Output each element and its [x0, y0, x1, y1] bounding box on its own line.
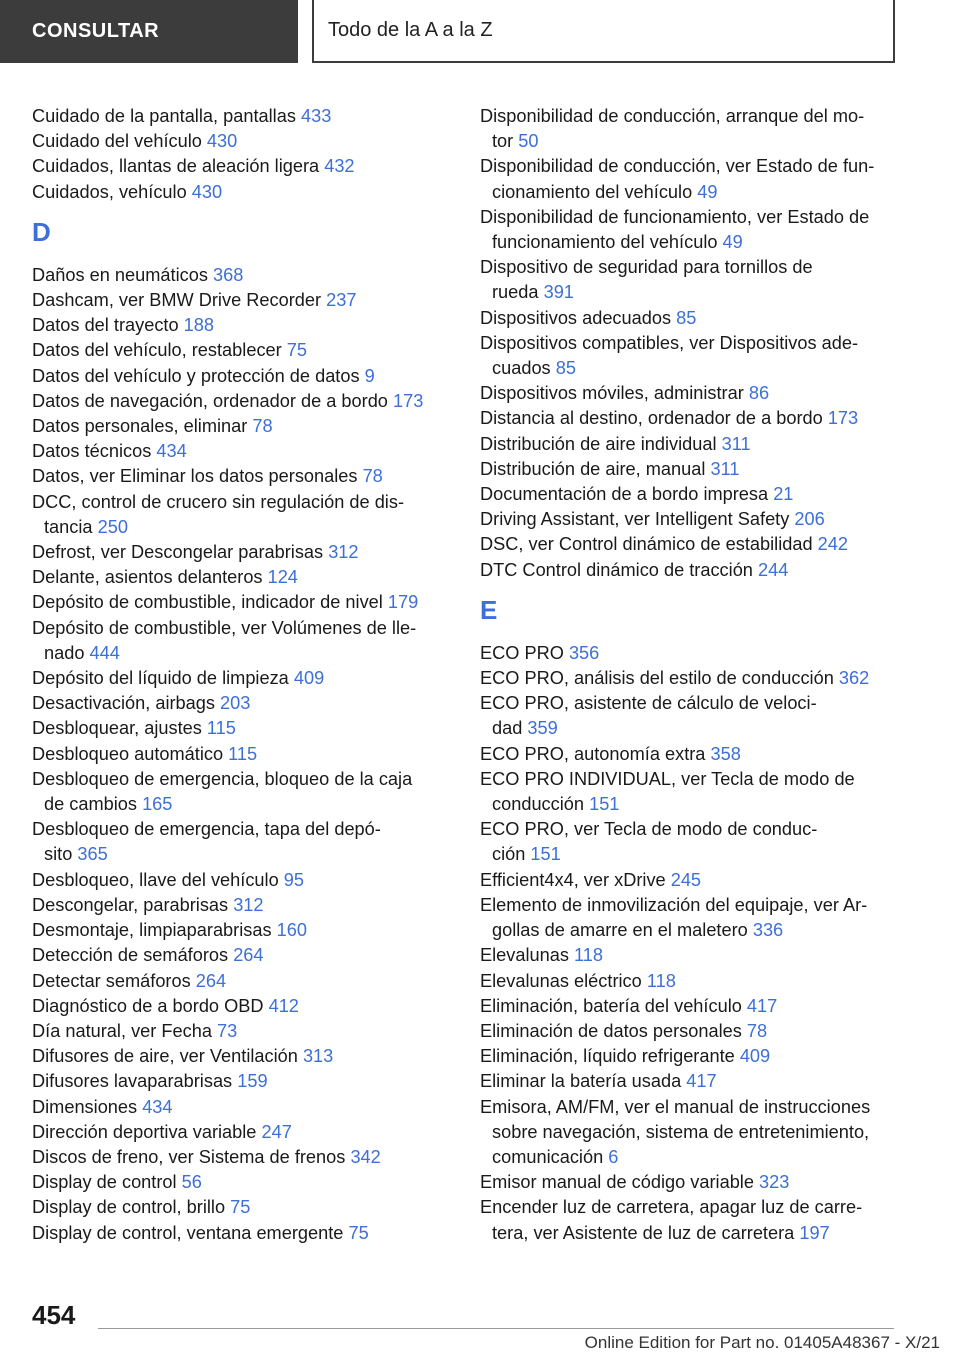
index-entry-text: Datos personales, eliminar: [32, 416, 253, 437]
index-entry-text: de cambios: [44, 794, 143, 815]
index-entry-text: Desbloqueo de emergencia, tapa del depó-: [32, 819, 381, 840]
page-link[interactable]: 430: [191, 181, 223, 202]
index-entry-text: Depósito del líquido de limpieza: [32, 668, 294, 689]
index-entry-text: Depósito de combustible, indicador de nivel: [32, 592, 388, 613]
index-entry-text: Depósito de combustible, ver Volúmenes de lle-: [32, 617, 417, 638]
page-link[interactable]: 430: [206, 131, 238, 152]
page-link[interactable]: 245: [670, 869, 702, 890]
index-entry-text: Dirección deportiva variable: [32, 1121, 262, 1142]
page-link[interactable]: 50: [518, 131, 539, 152]
page-link[interactable]: 312: [233, 894, 264, 915]
page-link[interactable]: 264: [233, 945, 264, 966]
page-link[interactable]: 118: [646, 970, 676, 991]
page-link[interactable]: 115: [228, 743, 258, 764]
index-entry-text: sito: [44, 844, 78, 865]
index-entry-text: tor: [492, 131, 519, 152]
index-entry: [480, 482, 900, 507]
index-entry-text: gollas de amarre en el maletero: [492, 920, 753, 941]
index-entry: [480, 817, 900, 867]
page-link[interactable]: 75: [348, 1222, 369, 1243]
page-link[interactable]: 206: [794, 509, 825, 530]
page-link[interactable]: 417: [746, 995, 778, 1016]
index-entry-text: Dimensiones: [32, 1096, 143, 1117]
index-entry-text: Desbloqueo, llave del vehículo: [32, 869, 284, 890]
page-link[interactable]: 173: [392, 390, 424, 411]
index-entry: [480, 507, 900, 532]
page-link[interactable]: 242: [817, 534, 849, 555]
index-letter-heading: E: [480, 594, 498, 625]
index-entry-text: DCC, control de crucero sin regulación de dis-: [32, 491, 405, 512]
page-link[interactable]: 244: [757, 559, 789, 580]
index-entry-text: Efficient4x4, ver xDrive: [480, 869, 671, 890]
page-link[interactable]: 311: [721, 433, 751, 454]
page-link[interactable]: 118: [574, 945, 604, 966]
index-entry-text: Día natural, ver Fecha: [32, 1020, 217, 1041]
index-entry-text: Datos del vehículo, restablecer: [32, 340, 287, 361]
index-entry: [32, 918, 452, 943]
index-entry-text: Defrost, ver Descongelar parabrisas: [32, 542, 329, 563]
page-link[interactable]: 151: [530, 844, 561, 865]
index-entry-text: Eliminar la batería usada: [480, 1071, 687, 1092]
index-entry: [480, 868, 900, 893]
index-entry-text: Datos del trayecto: [32, 315, 184, 336]
index-entry: [32, 540, 452, 565]
index-entry-text: Disponibilidad de conducción, ver Estado de fun-: [480, 156, 875, 177]
index-entry-text: Elevalunas eléctrico: [480, 970, 647, 991]
index-entry-text: Cuidados, llantas de aleación ligera: [32, 156, 325, 177]
page-link[interactable]: 313: [302, 1046, 334, 1067]
index-entry: [32, 288, 452, 313]
index-entry-text: Daños en neumáticos: [32, 264, 213, 285]
index-entry-text: cionamiento del vehículo: [492, 181, 698, 202]
index-entry: [480, 432, 900, 457]
page-link[interactable]: 365: [77, 844, 108, 865]
index-entry: [32, 104, 452, 129]
page-link[interactable]: 160: [276, 920, 307, 941]
page-link[interactable]: 151: [589, 794, 620, 815]
index-entry-text: Distribución de aire, manual: [480, 458, 711, 479]
page-link[interactable]: 434: [142, 1096, 173, 1117]
page-link[interactable]: 237: [326, 290, 357, 311]
index-column-left: [32, 104, 452, 1246]
index-entry-text: nado: [44, 642, 90, 663]
index-entry: [32, 364, 452, 389]
page-link[interactable]: 323: [759, 1172, 790, 1193]
index-entry: [32, 263, 452, 288]
index-entry: [32, 414, 452, 439]
page-link[interactable]: 368: [212, 264, 244, 285]
page-link[interactable]: 85: [555, 358, 576, 379]
index-entry: [32, 1195, 452, 1220]
page-link[interactable]: 433: [300, 106, 332, 126]
index-entry-text: Delante, asientos delanteros: [32, 567, 268, 588]
page-link[interactable]: 250: [97, 516, 128, 537]
page-link[interactable]: 85: [676, 307, 697, 328]
index-entry: [480, 641, 900, 666]
section-tab: [0, 0, 298, 63]
page-link[interactable]: 78: [362, 466, 383, 487]
index-entry: [32, 464, 452, 489]
page-link[interactable]: 444: [89, 642, 120, 663]
index-entry: [480, 666, 900, 691]
index-entry: [32, 338, 452, 363]
page-link[interactable]: 356: [568, 642, 600, 663]
index-entry: [480, 1195, 900, 1245]
index-entry-text: Cuidados, vehículo: [32, 181, 192, 202]
index-entry: [32, 1120, 452, 1145]
page-link[interactable]: 412: [268, 995, 299, 1016]
page-link[interactable]: 197: [799, 1222, 830, 1243]
index-entry: [32, 868, 452, 893]
index-entry-text: Desmontaje, limpiaparabrisas: [32, 920, 277, 941]
index-entry: [480, 893, 900, 943]
index-entry: [32, 490, 452, 540]
index-entry-text: Desactivación, airbags: [32, 693, 221, 714]
index-entry-text: Dispositivos adecuados: [480, 307, 677, 328]
index-entry-text: Display de control, ventana emergente: [32, 1222, 349, 1243]
index-entry: [32, 994, 452, 1019]
page-link[interactable]: 95: [283, 869, 304, 890]
page-link[interactable]: 86: [748, 383, 770, 404]
page-link[interactable]: 75: [286, 340, 307, 361]
index-entry-text: DSC, ver Control dinámico de estabilidad: [480, 534, 818, 555]
index-entry-text: Eliminación, líquido refrigerante: [480, 1046, 740, 1067]
edition-note: Online Edition for Part no. 01405A48367 - X/21: [584, 1333, 940, 1352]
index-entry-text: Desbloqueo automático: [32, 743, 229, 764]
index-entry: [32, 1044, 452, 1069]
index-entry: [32, 439, 452, 464]
index-entry: [32, 1019, 452, 1044]
index-entry-text: comunicación: [492, 1146, 609, 1167]
page-link[interactable]: 49: [722, 232, 743, 253]
index-entry: [480, 532, 900, 557]
index-entry-text: Distribución de aire individual: [480, 433, 722, 454]
page-link[interactable]: 9: [364, 365, 375, 386]
index-entry-text: Dispositivos móviles, administrar: [480, 383, 749, 404]
page-link[interactable]: 432: [324, 156, 355, 177]
chapter-header: [312, 0, 895, 63]
index-entry-text: Documentación de a bordo impresa: [480, 484, 774, 505]
page-link[interactable]: 124: [267, 567, 298, 588]
index-entry-text: ECO PRO, análisis del estilo de conducción: [480, 668, 839, 689]
index-entry: [32, 129, 452, 154]
index-entry-text: Descongelar, parabrisas: [32, 894, 234, 915]
page-link[interactable]: 362: [838, 668, 870, 689]
index-entry: [32, 943, 452, 968]
index-entry-text: conducción: [492, 794, 590, 815]
index-entry: [32, 969, 452, 994]
index-entry-text: Cuidado del vehículo: [32, 131, 207, 152]
index-entry-text: Difusores de aire, ver Ventilación: [32, 1046, 303, 1067]
index-entry-text: Dispositivos compatibles, ver Dispositivos ade-: [480, 332, 859, 353]
index-entry-text: ECO PRO: [480, 642, 569, 663]
index-letter-heading: D: [32, 216, 51, 247]
index-entry-text: Eliminación de datos personales: [480, 1020, 747, 1041]
index-entry-text: Disponibilidad de funcionamiento, ver Estado de: [480, 206, 870, 227]
index-entry: [480, 1019, 900, 1044]
page-link[interactable]: 78: [746, 1020, 768, 1041]
page-link[interactable]: 173: [827, 408, 859, 429]
index-entry: [480, 406, 900, 431]
index-entry-text: Cuidado de la pantalla, pantallas: [32, 106, 301, 126]
index-entry: [480, 1044, 900, 1069]
index-entry-text: ción: [492, 844, 531, 865]
index-entry: [32, 565, 452, 590]
index-entry: [480, 1095, 900, 1171]
page-link[interactable]: 78: [252, 416, 273, 437]
index-entry-text: Discos de freno, ver Sistema de frenos: [32, 1146, 351, 1167]
index-entry: [480, 104, 900, 154]
page-link[interactable]: 203: [220, 693, 251, 714]
page-link[interactable]: 359: [527, 718, 558, 739]
index-entry-text: Distancia al destino, ordenador de a bordo: [480, 408, 828, 429]
index-entry: [480, 742, 900, 767]
index-entry: [32, 666, 452, 691]
index-entry-text: Desbloqueo de emergencia, bloqueo de la caja: [32, 768, 413, 789]
page-link[interactable]: 6: [608, 1146, 619, 1167]
page-link[interactable]: 358: [710, 743, 741, 764]
index-entry: [480, 457, 900, 482]
index-entry-text: Dashcam, ver BMW Drive Recorder: [32, 290, 327, 311]
index-entry: [480, 331, 900, 381]
index-entry-text: Eliminación, batería del vehículo: [480, 995, 747, 1016]
page-link[interactable]: 434: [156, 441, 187, 462]
index-entry-text: Detección de semáforos: [32, 945, 234, 966]
index-entry: [480, 1170, 900, 1195]
index-entry-text: tera, ver Asistente de luz de carretera: [492, 1222, 800, 1243]
page-link[interactable]: 312: [328, 542, 359, 563]
footer-divider: [98, 1328, 894, 1329]
page-link[interactable]: 179: [387, 592, 419, 613]
index-entry: [480, 381, 900, 406]
index-entry: [32, 590, 452, 615]
index-entry-text: tancia: [44, 516, 98, 537]
index-entry-text: Emisor manual de código variable: [480, 1172, 760, 1193]
index-entry-text: rueda: [492, 282, 544, 303]
index-entry-text: Datos técnicos: [32, 441, 157, 462]
index-entry: [32, 716, 452, 741]
index-entry-text: Diagnóstico de a bordo OBD: [32, 995, 269, 1016]
section-title: CONSULTAR: [32, 20, 160, 42]
index-entry: [32, 616, 452, 666]
index-entry-text: Display de control, brillo: [32, 1197, 231, 1218]
index-entry-text: Emisora, AM/FM, ver el manual de instrucciones: [480, 1096, 871, 1117]
page-link[interactable]: 391: [543, 282, 574, 303]
index-entry: [32, 1145, 452, 1170]
index-entry: [32, 180, 452, 205]
index-entry: [480, 306, 900, 331]
index-entry: [32, 154, 452, 179]
index-entry: [32, 742, 452, 767]
index-entry-text: Driving Assistant, ver Intelligent Safety: [480, 509, 795, 530]
page-link[interactable]: 188: [183, 315, 214, 336]
page-link[interactable]: 159: [237, 1071, 268, 1092]
index-entry-text: ECO PRO, ver Tecla de modo de conduc-: [480, 819, 818, 840]
index-entry: [480, 1069, 900, 1094]
index-entry-text: Dispositivo de seguridad para tornillos de: [480, 257, 813, 278]
index-entry: [480, 969, 900, 994]
index-entry: [480, 691, 900, 741]
page-link[interactable]: 115: [206, 718, 236, 739]
page-link[interactable]: 247: [261, 1121, 292, 1142]
index-entry-text: Desbloquear, ajustes: [32, 718, 207, 739]
index-entry: [32, 691, 452, 716]
chapter-title: Todo de la A a la Z: [328, 19, 493, 41]
index-entry: [32, 313, 452, 338]
index-entry-text: ECO PRO INDIVIDUAL, ver Tecla de modo de: [480, 768, 855, 789]
index-column-right: [480, 104, 900, 1246]
page-link[interactable]: 342: [350, 1146, 381, 1167]
index-entry-text: Display de control: [32, 1172, 182, 1193]
index-entry-text: Elemento de inmovilización del equipaje, ver Ar-: [480, 894, 868, 915]
index-entry: [32, 1069, 452, 1094]
index-entry-text: Elevalunas: [480, 945, 575, 966]
index-entry: [480, 154, 900, 204]
index-entry-text: sobre navegación, sistema de entretenimiento,: [492, 1121, 870, 1142]
index-entry-text: cuados: [492, 358, 556, 379]
page-link[interactable]: 75: [230, 1197, 251, 1218]
index-entry: [32, 817, 452, 867]
index-entry: [32, 389, 452, 414]
index-entry-text: Datos de navegación, ordenador de a bordo: [32, 390, 393, 411]
index-entry-text: DTC Control dinámico de tracción: [480, 559, 758, 580]
index-entry: [480, 558, 900, 583]
index-entry-text: Difusores lavaparabrisas: [32, 1071, 238, 1092]
page-link[interactable]: 49: [697, 181, 718, 202]
index-entry-text: Disponibilidad de conducción, arranque del mo-: [480, 106, 865, 126]
index-entry: [32, 1170, 452, 1195]
index-entry-text: Datos del vehículo y protección de datos: [32, 365, 365, 386]
page-link[interactable]: 264: [195, 970, 227, 991]
index-entry: [480, 205, 900, 255]
index-entry: [480, 767, 900, 817]
index-entry: [480, 255, 900, 305]
index-entry-text: ECO PRO, asistente de cálculo de veloci-: [480, 693, 817, 714]
index-entry-text: dad: [492, 718, 528, 739]
page-link[interactable]: 21: [773, 484, 794, 505]
page-link[interactable]: 56: [181, 1172, 202, 1193]
index-entry-text: Datos, ver Eliminar los datos personales: [32, 466, 363, 487]
page-link[interactable]: 409: [739, 1046, 771, 1067]
index-entry: [32, 1221, 452, 1246]
page-link[interactable]: 165: [142, 794, 173, 815]
index-entry: [32, 767, 452, 817]
index-entry-text: Encender luz de carretera, apagar luz de carre-: [480, 1197, 863, 1218]
index-entry: [480, 994, 900, 1019]
index-entry: [480, 943, 900, 968]
index-entry: [32, 1095, 452, 1120]
page-link[interactable]: 417: [686, 1071, 717, 1092]
index-entry-text: funcionamiento del vehículo: [492, 232, 723, 253]
page-link[interactable]: 336: [752, 920, 784, 941]
page-link[interactable]: 311: [710, 458, 740, 479]
page-link[interactable]: 73: [217, 1020, 238, 1041]
page-number: 454: [32, 1300, 76, 1330]
index-entry-text: Detectar semáforos: [32, 970, 196, 991]
page-link[interactable]: 409: [293, 668, 325, 689]
index-entry-text: ECO PRO, autonomía extra: [480, 743, 711, 764]
index-entry: [32, 893, 452, 918]
